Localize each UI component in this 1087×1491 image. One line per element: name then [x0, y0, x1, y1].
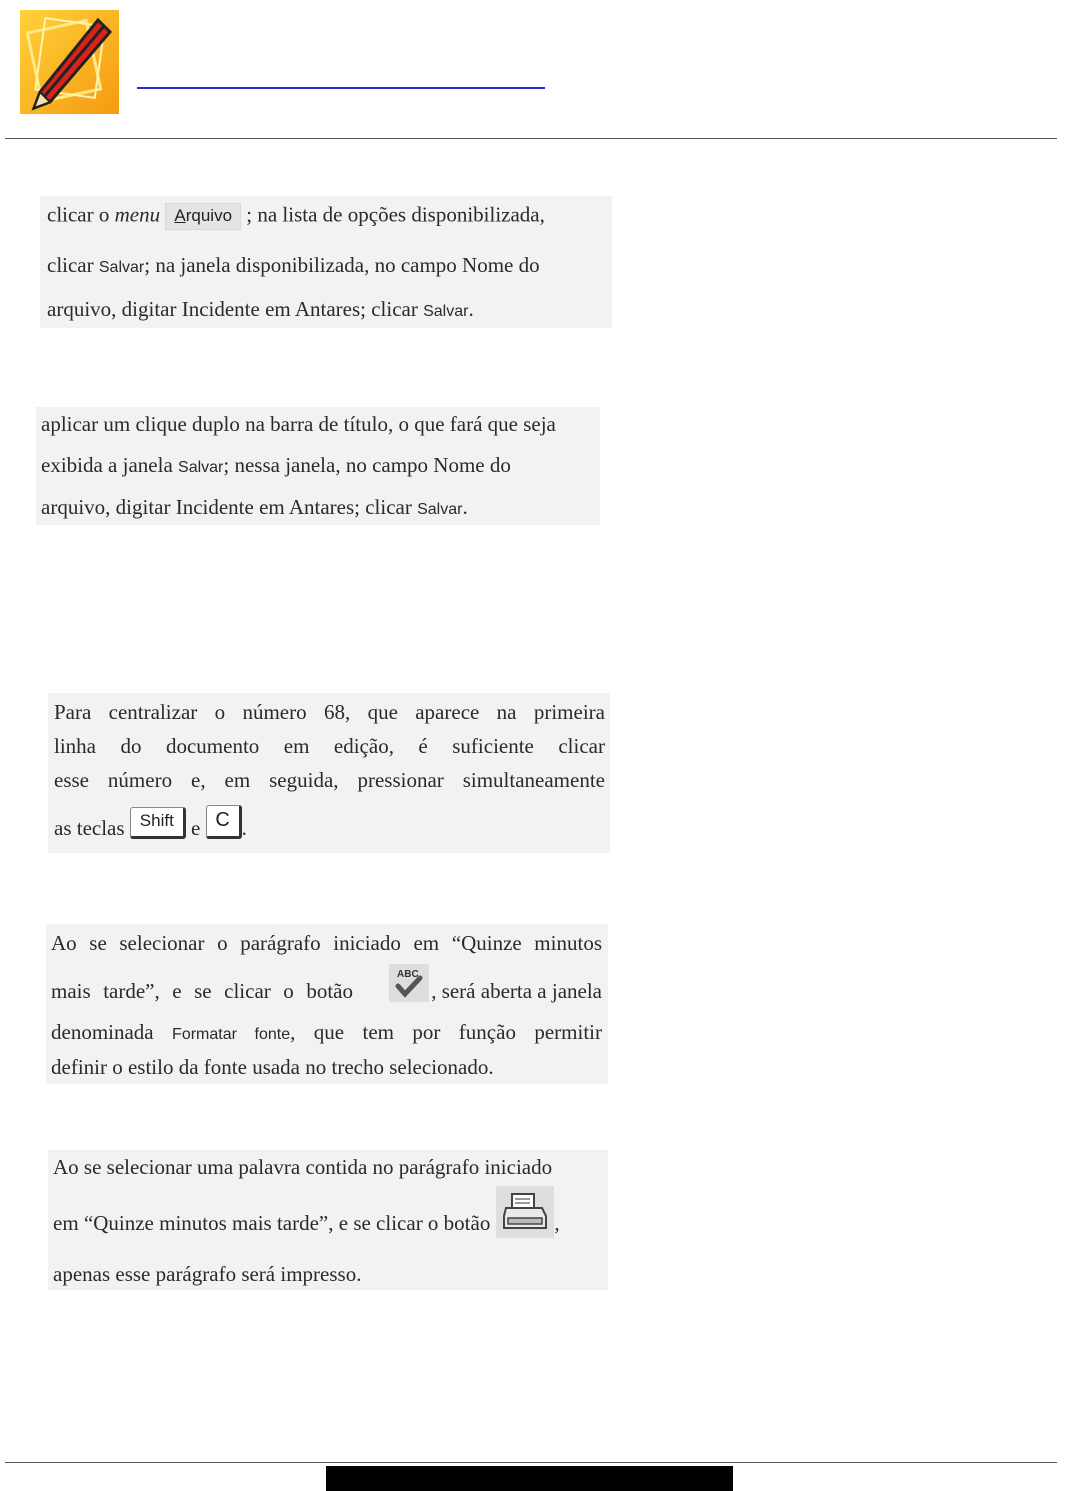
statement-2-line-2: exibida a janela Salvar; nessa janela, no campo Nome do	[41, 453, 511, 477]
statement-4-line-3: denominada Formatar fonte, que tem por função permitir	[51, 1020, 602, 1044]
statement-3-line-4: as teclas Shift e C .	[54, 805, 247, 839]
statement-4-line-1: Ao se selecionar o parágrafo iniciado em “Quinze minutos	[51, 931, 602, 955]
statement-3-line-1: Para centralizar o número 68, que aparece na primeira	[54, 700, 605, 724]
arquivo-menu-button[interactable]: Arquivo	[165, 203, 241, 230]
salvar-ui-text: Salvar	[178, 459, 224, 476]
salvar-ui-text: Salvar	[423, 303, 469, 320]
salvar-ui-text: Salvar	[417, 501, 463, 518]
statement-5-line-3: apenas esse parágrafo será impresso.	[53, 1262, 362, 1286]
statement-2	[36, 407, 600, 525]
statement-5	[48, 1150, 608, 1290]
statement-3-line-2: linha do documento em edição, é suficiente clicar	[54, 734, 605, 758]
statement-5-line-2: em “Quinze minutos mais tarde”, e se clicar o botão ,	[53, 1186, 560, 1238]
logo-icon	[20, 10, 119, 114]
statement-4-line-4: definir o estilo da fonte usada no trecho selecionado.	[51, 1055, 494, 1079]
c-key: C	[206, 805, 242, 839]
statement-1-line-1: clicar o menu Arquivo ; na lista de opções disponibilizada,	[47, 203, 545, 230]
header-link[interactable]	[137, 87, 545, 89]
salvar-ui-text: Salvar	[98, 259, 145, 276]
formatar-fonte-ui-text: Formatar fonte	[172, 1026, 291, 1043]
statement-5-line-1: Ao se selecionar uma palavra contida no parágrafo iniciado	[53, 1155, 553, 1179]
spellcheck-abc-icon[interactable]	[389, 964, 429, 1002]
statement-2-line-1: aplicar um clique duplo na barra de título, o que fará que seja	[41, 412, 556, 436]
statement-3	[48, 693, 610, 853]
statement-1-line-2: clicar Salvar; na janela disponibilizada, no campo Nome do	[47, 253, 540, 277]
footer-divider	[5, 1462, 1057, 1463]
statement-1	[40, 196, 612, 328]
statement-4	[46, 924, 608, 1084]
statement-3-line-3: esse número e, em seguida, pressionar simultaneamente	[54, 768, 605, 792]
statement-4-line-2: mais tarde”, e se clicar o botão ABC , será aberta a janela	[51, 964, 602, 1002]
shift-key: Shift	[130, 807, 186, 839]
statement-1-line-3: arquivo, digitar Incidente em Antares; clicar Salvar.	[47, 297, 474, 321]
footer-bar	[326, 1466, 733, 1491]
printer-icon[interactable]	[496, 1186, 554, 1238]
header-divider	[5, 138, 1057, 139]
statement-2-line-3: arquivo, digitar Incidente em Antares; clicar Salvar.	[41, 495, 468, 519]
svg-text:ABC: ABC	[397, 969, 419, 980]
